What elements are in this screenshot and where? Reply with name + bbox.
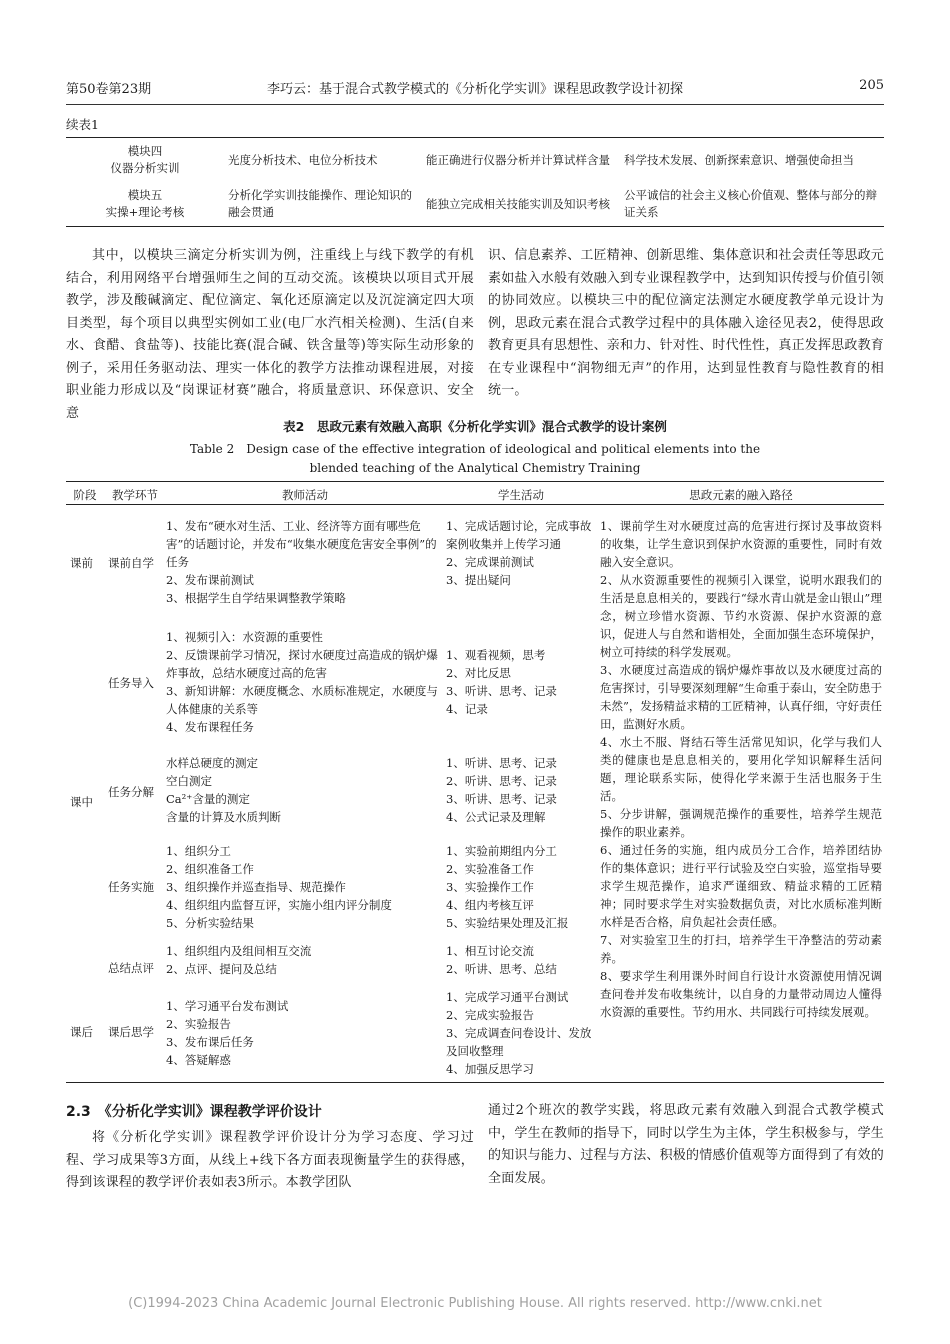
student-activity: 5、实验结果处理及汇报	[446, 916, 569, 930]
teacher-activity: 4、答疑解惑	[166, 1053, 231, 1067]
module-name: 实操+理论考核	[105, 205, 185, 219]
path-item: 6、通过任务的实施，组内成员分工合作，培养团结协作的集体意识；进行平行试验及空白实验，巡堂指导要求学生规范操作，追求严谨细致、精益求精的工匠精神；同时要求学生对实验数据负责，对比水质标准判断水样是否合格，肩负起社会责任感。	[600, 843, 882, 929]
teacher-activities	[166, 942, 442, 978]
teacher-activity: 5、分析实验结果	[166, 916, 254, 930]
student-activity: 4、记录	[446, 702, 488, 716]
step-name: 任务导入	[108, 676, 154, 690]
page-header	[66, 76, 884, 105]
teacher-activity: 4、组织组内监督互评，实施小组内评分制度	[166, 898, 392, 912]
section-paragraph-right: 通过2个班次的教学实践，将思政元素有效融入到混合式教学模式中，学生在教师的指导下，同时以学生为主体，学生积极参与，学生的知识与能力、过程与方法、积极的情感价值观等方面得到了有效的全面发展。	[488, 1103, 885, 1186]
student-activities	[446, 646, 596, 718]
teacher-activity: 水样总硬度的测定	[166, 756, 258, 770]
teacher-activity: 2、反馈课前学习情况，探讨水硬度过高造成的锅炉爆炸事故，总结水硬度过高的危害	[166, 648, 438, 680]
running-title: 李巧云：基于混合式教学模式的《分析化学实训》课程思政教学设计初探	[266, 82, 683, 97]
module-cell	[66, 182, 224, 227]
path-item: 2、从水资源重要性的视频引入课堂，说明水跟我们的生活是息息相关的，要践行“绿水青山就是金山银山”理念，树立珍惜水资源、节约水资源、保护水资源的意识，促进人与自然和谐相处，全面加强生态环境保护，树立可持续的科学发展观。	[600, 573, 882, 659]
path-item: 5、分步讲解，强调规范操作的重要性，培养学生规范操作的职业素养。	[600, 807, 882, 839]
student-activity: 2、听讲、思考、总结	[446, 962, 557, 976]
paragraph-right: 识、信息素养、工匠精神、创新思维、集体意识和社会责任等思政元素如盐入水般有效融入到专业课程教学中，达到知识传授与价值引领的协同效应。以模块三中的配位滴定法测定水硬度教学单元设计为例，思政元素在混合式教学过程中的具体融入途径见表2，使得思政教育更具有思想性、亲和力、针对性、时代性性，真正发挥思政教育在专业课程中“润物细无声”的作用，达到显性教育与隐性教育的相统一。	[488, 248, 885, 398]
student-activity: 1、完成话题讨论，完成事故案例收集并上传学习通	[446, 519, 592, 551]
module-number: 模块五	[127, 188, 163, 202]
table2-title-en-line2: blended teaching of the Analytical Chemistry Training	[309, 461, 641, 475]
student-activity: 1、实验前期组内分工	[446, 844, 557, 858]
header-teacher: 教师活动	[282, 488, 328, 502]
student-activity: 3、提出疑问	[446, 573, 511, 587]
teacher-activity: 1、学习通平台发布测试	[166, 999, 289, 1013]
section-paragraph-left: 将《分析化学实训》课程教学评价设计分为学习态度、学习过程、学习成果等3方面，从线上+线下各方面表现衡量学生的获得感，得到该课程的教学评价表如表3所示。本教学团队	[66, 1130, 474, 1190]
page-number: 205	[859, 78, 884, 93]
table1-continued	[66, 137, 884, 227]
student-activity: 3、完成调查问卷设计、发放及回收整理	[446, 1026, 592, 1058]
header-student: 学生活动	[498, 488, 544, 502]
module-cell	[66, 138, 224, 183]
teacher-activity: 3、新知讲解：水硬度概念、水质标准规定，水硬度与人体健康的关系等	[166, 684, 438, 716]
section-heading-2-3: 2.3 《分析化学实训》课程教学评价设计	[66, 1104, 322, 1120]
teacher-activity: 1、视频引入：水资源的重要性	[166, 630, 323, 644]
table2-title-cn: 表2 思政元素有效融入高职《分析化学实训》混合式教学的设计案例	[283, 419, 667, 434]
paragraph-left: 其中，以模块三滴定分析实训为例，注重线上与线下教学的有机结合，利用网络平台增强师生之间的互动交流。该模块以项目式开展教学，涉及酸碱滴定、配位滴定、氧化还原滴定以及沉淀滴定四大项目类型，每个项目以典型实例如工业(电厂水汽相关检测)、生活(自来水、食醋、食盐等)、技能比赛(混合碱、铁含量等)等实际生动形象的例子，采用任务驱动法、理实一体化的教学方法推动课程进展，对接职业能力形成以及“岗课证材赛”融合，将质量意识、环保意识、安全意	[66, 248, 474, 421]
teacher-activity: 1、组织组内及组间相互交流	[166, 944, 312, 958]
teacher-activity: 空白测定	[166, 774, 212, 788]
path-item: 7、对实验室卫生的打扫，培养学生干净整洁的劳动素养。	[600, 933, 882, 965]
journal-volume: 第50卷第23期	[66, 82, 152, 97]
teacher-activity: 3、发布课后任务	[166, 1035, 254, 1049]
student-activity: 3、听讲、思考、记录	[446, 792, 557, 806]
element-cell: 公平诚信的社会主义核心价值观、整体与部分的辩证关系	[624, 188, 877, 219]
step-name: 任务分解	[108, 785, 154, 799]
table2	[66, 481, 884, 1083]
step-name: 任务实施	[108, 880, 154, 894]
header-path: 思政元素的融入路径	[689, 488, 793, 502]
student-activities	[446, 517, 596, 589]
student-activity: 2、对比反思	[446, 666, 511, 680]
teacher-activities	[166, 997, 442, 1069]
student-activity: 2、完成课前测试	[446, 555, 534, 569]
teacher-activities	[166, 842, 442, 932]
table2-title-en-line1: Table 2 Design case of the effective integration of ideological and political elements into the	[189, 442, 761, 456]
teacher-activities	[166, 754, 442, 826]
step-name: 总结点评	[108, 961, 154, 975]
student-activities	[446, 842, 596, 932]
teacher-activity: 3、根据学生自学结果调整教学策略	[166, 591, 346, 605]
stage-during: 课中	[70, 795, 93, 809]
teacher-activity: 3、组织操作并巡查指导、规范操作	[166, 880, 346, 894]
ideological-path-column	[600, 517, 882, 1021]
stage-after: 课后	[70, 1025, 93, 1039]
student-activity: 3、实验操作工作	[446, 880, 534, 894]
header-step: 教学环节	[112, 488, 158, 502]
table-row	[66, 182, 884, 227]
teacher-activity: 2、实验报告	[166, 1017, 231, 1031]
student-activity: 2、听讲、思考、记录	[446, 774, 557, 788]
header-stage: 阶段	[73, 488, 97, 502]
teacher-activity: 1、组织分工	[166, 844, 231, 858]
content-cell: 光度分析技术、电位分析技术	[228, 152, 378, 167]
step-name: 课后思学	[108, 1025, 154, 1039]
path-item: 3、水硬度过高造成的锅炉爆炸事故以及水硬度过高的危害探讨，引导要深刻理解“生命重于泰山，安全防患于未然”，发扬精益求精的工匠精神，认真仔细，守好责任田，监测好水质。	[600, 663, 882, 731]
table-row	[66, 138, 884, 183]
teacher-activity: 含量的计算及水质判断	[166, 810, 281, 824]
ability-cell: 能正确进行仪器分析并计算试样含量	[426, 152, 610, 167]
table1-continued-label: 续表1	[66, 117, 99, 132]
teacher-activities	[166, 628, 442, 736]
student-activity: 2、完成实验报告	[446, 1008, 534, 1022]
stage-before: 课前	[70, 556, 93, 570]
student-activities	[446, 754, 596, 826]
element-cell: 科学技术发展、创新探索意识、增强使命担当	[624, 152, 854, 167]
teacher-activities	[166, 517, 442, 607]
student-activities	[446, 988, 596, 1078]
teacher-activity: Ca²⁺含量的测定	[166, 792, 250, 806]
copyright-footer: (C)1994-2023 China Academic Journal Electronic Publishing House. All rights reserved. http://www.cnki.net	[128, 1296, 822, 1311]
teacher-activity: 2、发布课前测试	[166, 573, 254, 587]
student-activity: 4、公式记录及理解	[446, 810, 546, 824]
student-activities	[446, 942, 596, 978]
teacher-activity: 4、发布课程任务	[166, 720, 254, 734]
path-item: 8、要求学生利用课外时间自行设计水资源使用情况调查问卷并发布收集统计，以自身的力量带动周边人懂得水资源的重要性。节约用水、共同践行可持续发展观。	[600, 969, 882, 1019]
path-item: 4、水土不服、肾结石等生活常见知识，化学与我们人类的健康也是息息相关的，要用化学知识解释生活问题，理论联系实际，使得化学来源于生活也服务于生活。	[600, 735, 882, 803]
step-name: 课前自学	[108, 556, 154, 570]
table2-title-en	[66, 440, 884, 478]
student-activity: 1、相互讨论交流	[446, 944, 534, 958]
module-name: 仪器分析实训	[110, 161, 180, 175]
student-activity: 4、组内考核互评	[446, 898, 534, 912]
path-item: 1、课前学生对水硬度过高的危害进行探讨及事故资料的收集，让学生意识到保护水资源的重要性，同时有效融入安全意识。	[600, 519, 882, 569]
teacher-activity: 2、点评、提问及总结	[166, 962, 277, 976]
content-cell: 分析化学实训技能操作、理论知识的融会贯通	[228, 188, 412, 219]
teacher-activity: 1、发布“硬水对生活、工业、经济等方面有哪些危害”的话题讨论，并发布“收集水硬度危害安全事例”的任务	[166, 519, 437, 569]
header-divider	[66, 504, 884, 505]
ability-cell: 能独立完成相关技能实训及知识考核	[426, 196, 610, 211]
student-activity: 1、完成学习通平台测试	[446, 990, 569, 1004]
teacher-activity: 2、组织准备工作	[166, 862, 254, 876]
student-activity: 2、实验准备工作	[446, 862, 534, 876]
module-number: 模块四	[127, 144, 163, 158]
student-activity: 4、加强反思学习	[446, 1062, 534, 1076]
student-activity: 1、听讲、思考、记录	[446, 756, 557, 770]
student-activity: 3、听讲、思考、记录	[446, 684, 557, 698]
student-activity: 1、观看视频，思考	[446, 648, 546, 662]
